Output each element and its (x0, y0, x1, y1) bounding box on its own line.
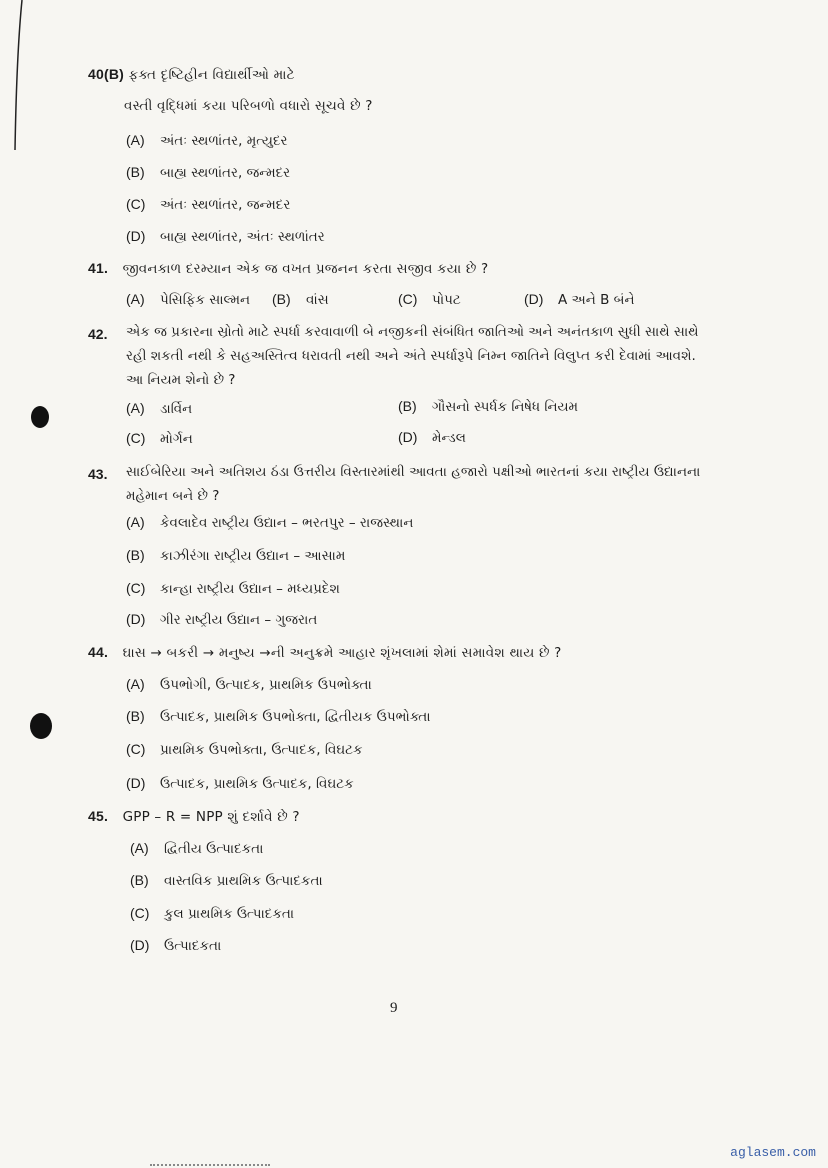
question-42-text: એક જ પ્રકારના સ્રોતો માટે સ્પર્ધા કરવાવાળી બે નજીકની સંબંધિત જાતિઓ અને અનંતકાળ સુધી સાથે સાથે રહી શકતી નથી કે સહઅસ્તિત્વ ધરાવતી નથી અને અંતે સ્પર્ધારૂપે નિમ્ન જાતિને વિલુપ્ત કરી દેવામાં આવશે. આ નિયમ શેનો છે ? (126, 324, 699, 388)
option-43-a: (A) કેવલાદેવ રાષ્ટ્રીય ઉદ્યાન – ભરતપુર – રાજસ્થાન (126, 514, 414, 531)
option-43-c: (C) કાન્હા રાષ્ટ્રીય ઉદ્યાન – મધ્યપ્રદેશ (126, 580, 340, 597)
option-42-c: (C) મોર્ગન (126, 430, 193, 447)
question-43-text: સાઈબેરિયા અને અતિશય ઠંડા ઉત્તરીય વિસ્તારમાંથી આવતા હજારો પક્ષીઓ ભારતનાં કયા રાષ્ટ્રીય ઉદ્યાનના મહેમાન બને છે ? (126, 464, 701, 504)
option-45-c: (C) કુલ પ્રાથમિક ઉત્પાદકતા (130, 905, 295, 922)
page-number: 9 (390, 1000, 398, 1016)
question-44: 44. ઘાસ → બકરી → મનુષ્ય →ની અનુક્રમે આહાર શૃંખલામાં શેમાં સમાવેશ થાય છે ? (88, 644, 562, 661)
scan-dotted-edge (150, 1158, 270, 1166)
question-43-number: 43. (88, 466, 108, 482)
watermark: aglasem.com (730, 1145, 816, 1160)
option-41-a: (A) પેસિફિક સાલ્મન (126, 291, 251, 308)
question-number: 40(B) (88, 66, 125, 82)
option-43-b: (B) કાઝીરંગા રાષ્ટ્રીય ઉદ્યાન – આસામ (126, 547, 346, 564)
question-44-text: ઘાસ → બકરી → મનુષ્ય →ની અનુક્રમે આહાર શૃંખલામાં શેમાં સમાવેશ થાય છે ? (122, 645, 562, 661)
question-section-label: ફક્ત દૃષ્ટિહીન વિદ્યાર્થીઓ માટે (128, 67, 295, 83)
option-40b-c: (C) અંતઃ સ્થળાંતર, જન્મદર (126, 196, 291, 213)
option-40b-b: (B) બાહ્ય સ્થળાંતર, જન્મદર (126, 164, 291, 181)
option-40b-d: (D) બાહ્ય સ્થળાંતર, અંતઃ સ્થળાંતર (126, 228, 325, 245)
question-40b-text: વસ્તી વૃદ્ધિમાં કયા પરિબળો વધારો સૂચવે છે ? (124, 98, 373, 114)
option-40b-a: (A) અંતઃ સ્થળાંતર, મૃત્યુદર (126, 132, 288, 149)
option-42-b: (B) ગૌસનો સ્પર્ધક નિષેધ નિયમ (398, 398, 579, 415)
question-40b-header (88, 66, 295, 83)
option-41-d: (D) A અને B બંને (524, 291, 635, 308)
option-45-a: (A) દ્વિતીય ઉત્પાદકતા (130, 840, 264, 857)
option-43-d: (D) ગીર રાષ્ટ્રીય ઉદ્યાન – ગુજરાત (126, 611, 318, 628)
option-42-a: (A) ડાર્વિન (126, 400, 193, 417)
option-42-d: (D) મેન્ડલ (398, 429, 466, 446)
option-45-b: (B) વાસ્તવિક પ્રાથમિક ઉત્પાદકતા (130, 872, 323, 889)
question-41-text: જીવનકાળ દરમ્યાન એક જ વખત પ્રજનન કરતા સજીવ કયા છે ? (122, 261, 489, 277)
scan-ink-blot (31, 406, 49, 428)
option-44-b: (B) ઉત્પાદક, પ્રાથમિક ઉપભોક્તા, દ્વિતીયક ઉપભોક્તા (126, 708, 431, 725)
option-45-d: (D) ઉત્પાદકતા (130, 937, 222, 954)
option-44-c: (C) પ્રાથમિક ઉપભોક્તા, ઉત્પાદક, વિઘટક (126, 741, 363, 758)
question-45-text: GPP – R = NPP શું દર્શાવે છે ? (122, 809, 300, 825)
option-44-d: (D) ઉત્પાદક, પ્રાથમિક ઉત્પાદક, વિઘટક (126, 775, 354, 792)
question-45: 45. GPP – R = NPP શું દર્શાવે છે ? (88, 808, 300, 825)
question-41: 41. જીવનકાળ દરમ્યાન એક જ વખત પ્રજનન કરતા સજીવ કયા છે ? (88, 260, 489, 277)
option-44-a: (A) ઉપભોગી, ઉત્પાદક, પ્રાથમિક ઉપભોક્તા (126, 676, 372, 693)
scan-edge-mark (14, 0, 24, 150)
option-41-c: (C) પોપટ (398, 291, 461, 308)
question-42-number: 42. (88, 326, 108, 342)
option-41-b: (B) વાંસ (272, 291, 329, 308)
scan-ink-blot (30, 713, 52, 739)
